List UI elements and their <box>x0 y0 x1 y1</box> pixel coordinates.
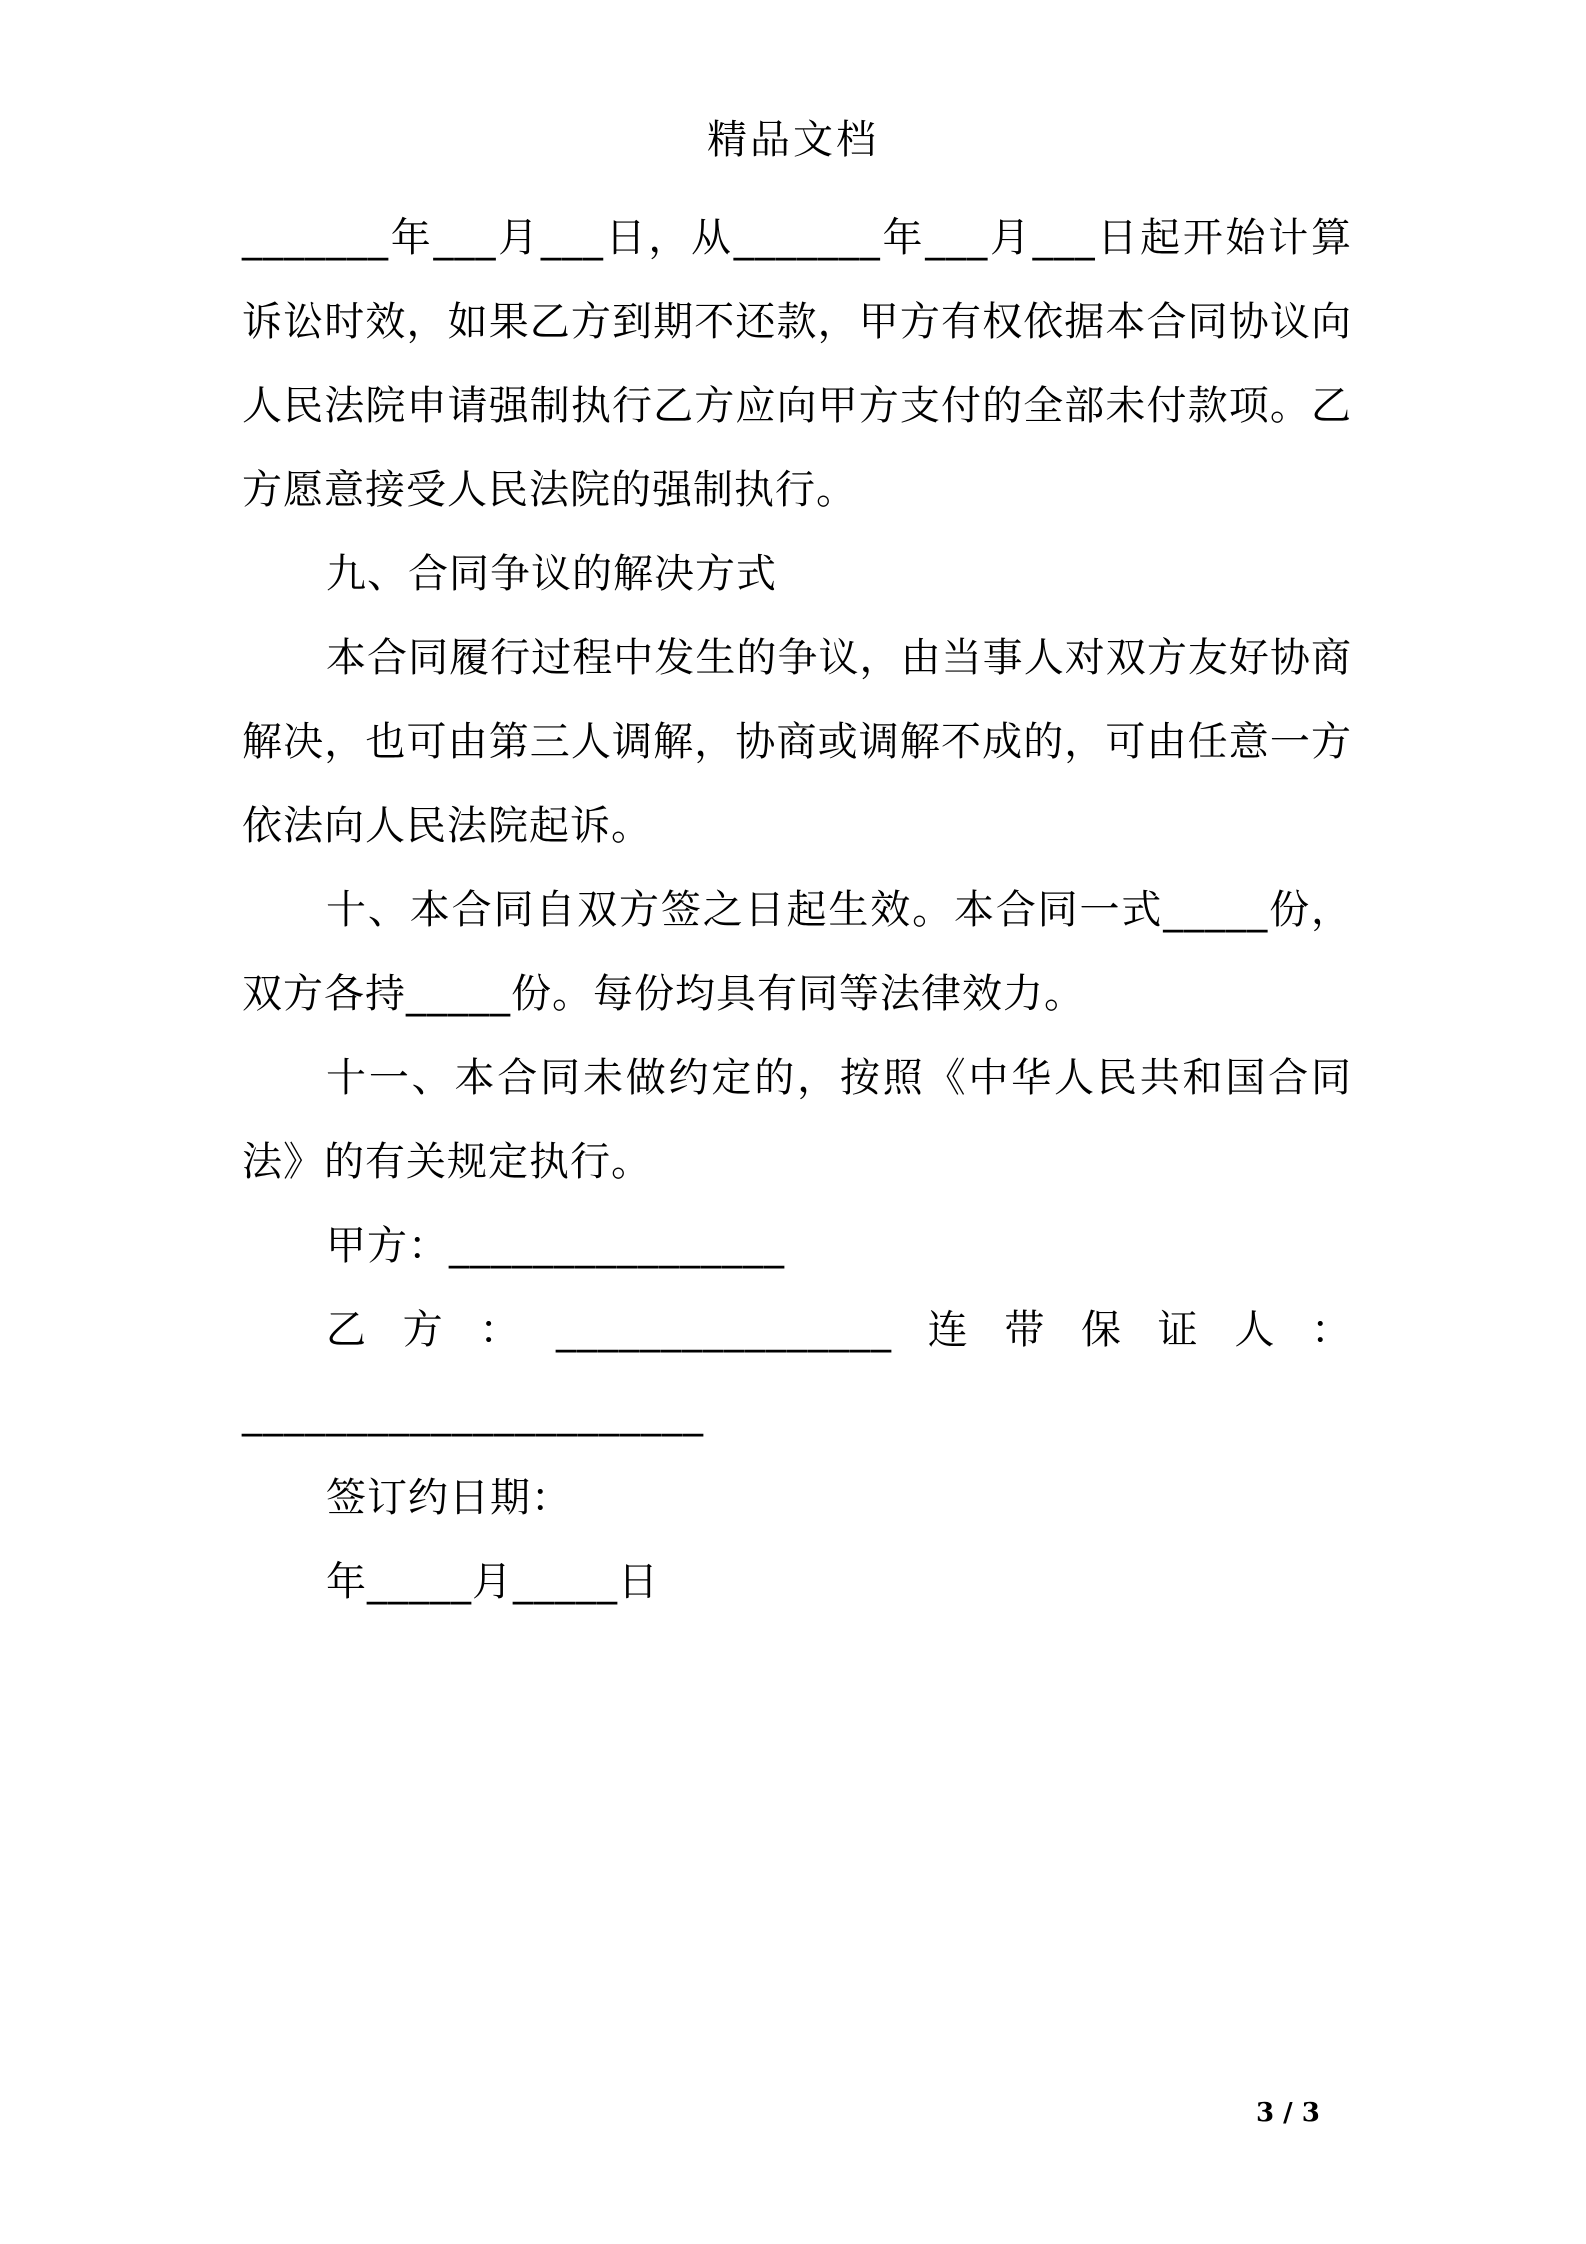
guarantor-signature-blank: ______________________ <box>242 1391 704 1437</box>
limitation-paragraph: _______年___月___日，从_______年___月___日起开始计算诉讼时效，如果乙方到期不还款，甲方有权依据本合同协议向人民法院申请强制执行乙方应向甲方支付的全部未付款项。乙方愿意接受人民法院的强制执行。 <box>242 215 1352 513</box>
section-10-paragraph: 十、本合同自双方签之日起生效。本合同一式_____份，双方各持_____份。每份均具有同等法律效力。 <box>242 887 1352 1017</box>
sign-date-blank: 年_____月_____日 <box>326 1559 659 1605</box>
party-b-guarantor-line: 乙方：________________连带保证人： <box>326 1307 1352 1353</box>
page-header-title: 精品文档 <box>707 117 879 163</box>
party-a-signature-line: 甲方：________________ <box>326 1223 785 1269</box>
page-number: 3 / 3 <box>1256 2098 1320 2128</box>
section-9-body: 本合同履行过程中发生的争议，由当事人对双方友好协商解决，也可由第三人调解，协商或调解不成的，可由任意一方依法向人民法院起诉。 <box>242 635 1352 849</box>
sign-date-label: 签订约日期： <box>326 1475 572 1521</box>
section-9-title: 九、合同争议的解决方式 <box>326 551 777 597</box>
document-body <box>242 196 1352 1624</box>
section-11-paragraph: 十一、本合同未做约定的，按照《中华人民共和国合同法》的有关规定执行。 <box>242 1055 1352 1185</box>
